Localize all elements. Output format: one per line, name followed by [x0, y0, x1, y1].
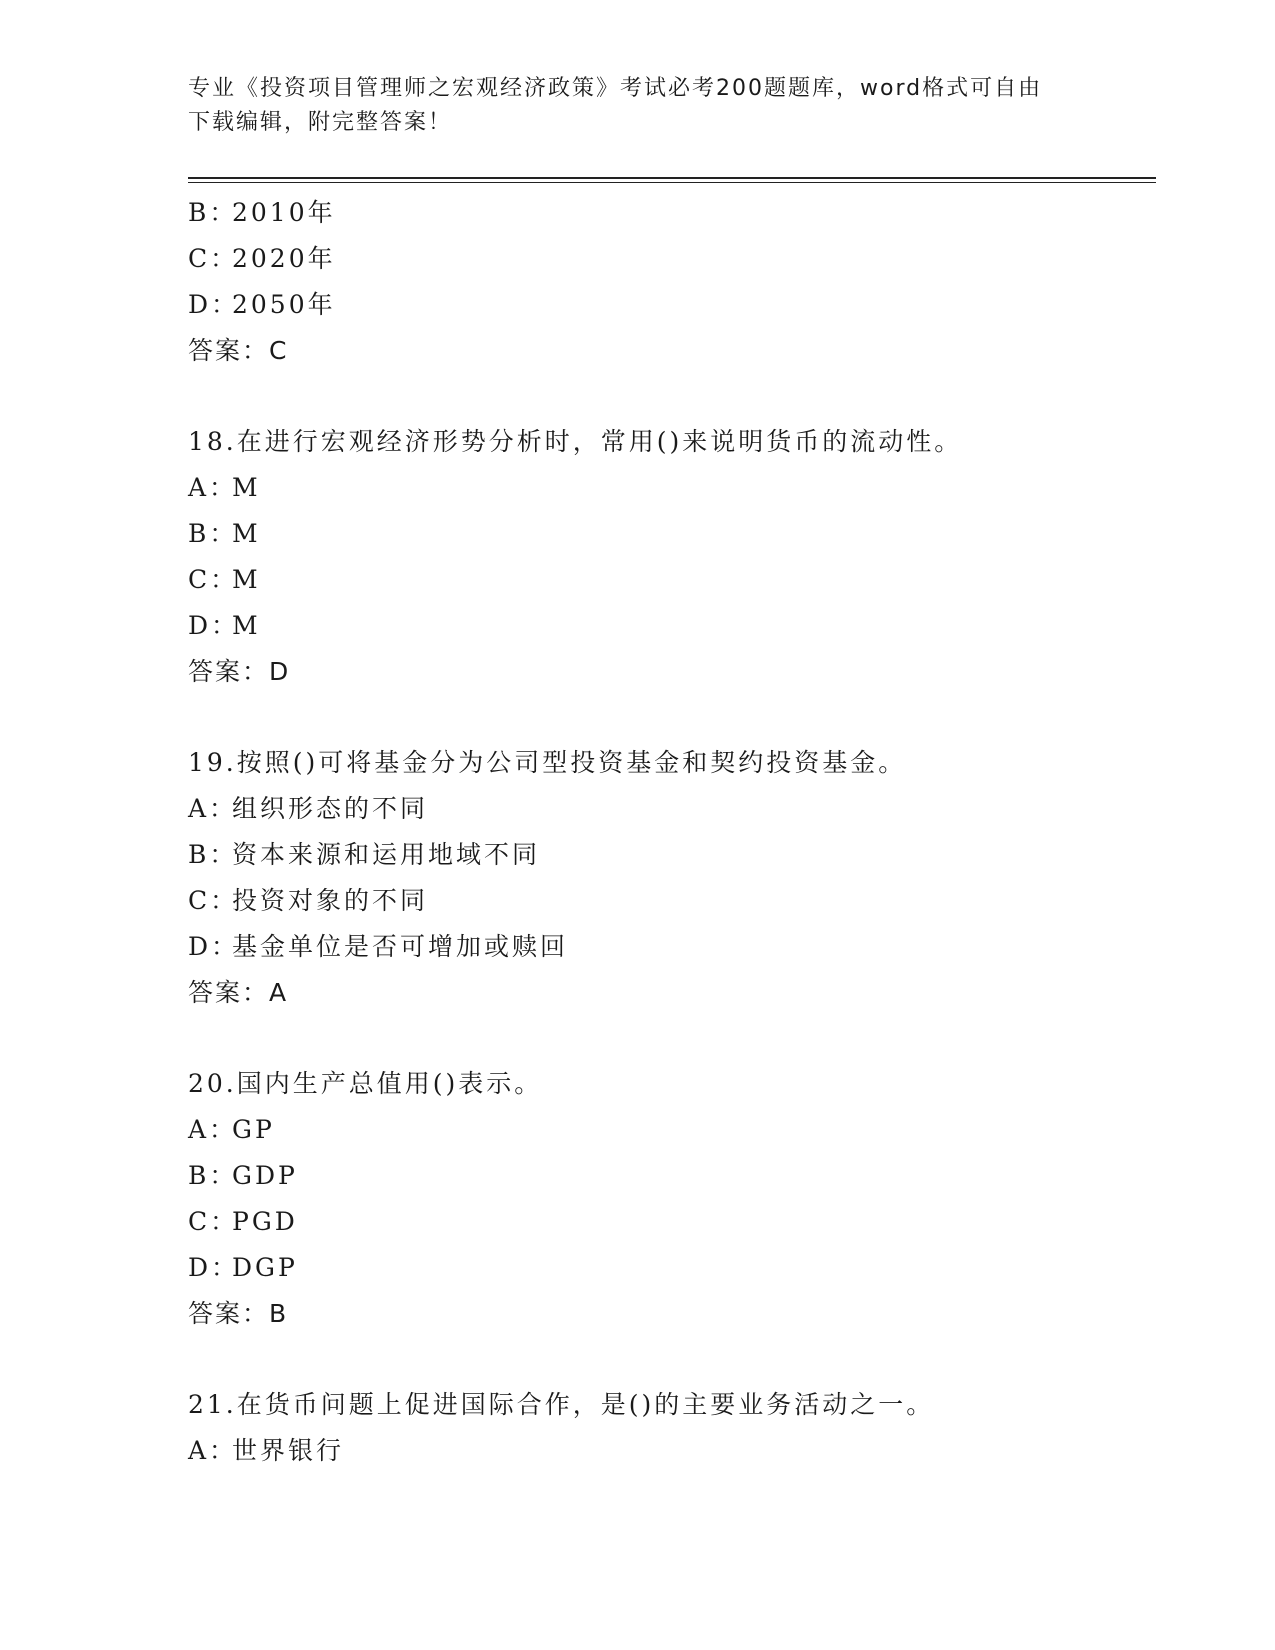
option-text: PGD [232, 1207, 298, 1236]
answer-line: 答案：D [188, 657, 291, 686]
option-row [188, 1107, 1156, 1153]
option-text: 组织形态的不同 [232, 794, 429, 823]
option-row [188, 786, 1156, 832]
option-row [188, 603, 1156, 649]
header-rule-thin [188, 182, 1156, 183]
document-header [188, 72, 1078, 140]
option-text: 世界银行 [232, 1436, 345, 1465]
option-text: DGP [232, 1253, 298, 1282]
option-text: GDP [232, 1161, 298, 1190]
header-line-1: 专业《投资项目管理师之宏观经济政策》考试必考200题题库，word格式可自由 [188, 76, 1043, 101]
option-key: C： [188, 1207, 239, 1236]
option-text: 2020年 [232, 244, 336, 273]
option-key: A： [188, 1436, 238, 1465]
option-text: 基金单位是否可增加或赎回 [232, 932, 569, 961]
option-row [188, 1428, 1156, 1474]
question-list [188, 190, 1156, 1474]
option-row [188, 465, 1156, 511]
question-stem: 20.国内生产总值用()表示。 [188, 1069, 543, 1098]
option-row [188, 1245, 1156, 1291]
answer-line: 答案：B [188, 1299, 289, 1328]
option-key: C： [188, 244, 239, 273]
answer-line: 答案：C [188, 336, 289, 365]
option-key: D： [188, 932, 240, 961]
option-text: M [232, 611, 261, 640]
question-stem: 21.在货币问题上促进国际合作，是()的主要业务活动之一。 [188, 1390, 935, 1419]
option-row [188, 832, 1156, 878]
option-key: A： [188, 794, 238, 823]
header-line-2: 下载编辑，附完整答案！ [188, 110, 453, 135]
option-text: 2050年 [232, 290, 336, 319]
option-text: M [232, 565, 261, 594]
option-row [188, 236, 1156, 282]
option-text: 资本来源和运用地域不同 [232, 840, 541, 869]
option-row [188, 190, 1156, 236]
option-key: A： [188, 473, 238, 502]
option-key: D： [188, 290, 240, 319]
option-text: 投资对象的不同 [232, 886, 429, 915]
option-key: B： [188, 198, 238, 227]
option-text: GP [232, 1115, 275, 1144]
option-row [188, 1153, 1156, 1199]
option-row [188, 1199, 1156, 1245]
header-rule-thick [188, 177, 1156, 179]
question-stem: 19.按照()可将基金分为公司型投资基金和契约投资基金。 [188, 748, 907, 777]
option-text: M [232, 519, 261, 548]
option-text: 2010年 [232, 198, 336, 227]
answer-line: 答案：A [188, 978, 289, 1007]
option-text: M [232, 473, 261, 502]
option-row [188, 878, 1156, 924]
option-row [188, 282, 1156, 328]
option-row [188, 924, 1156, 970]
option-key: C： [188, 565, 239, 594]
option-key: C： [188, 886, 239, 915]
option-key: D： [188, 611, 240, 640]
option-key: B： [188, 1161, 238, 1190]
question-stem: 18.在进行宏观经济形势分析时，常用()来说明货币的流动性。 [188, 427, 963, 456]
option-key: A： [188, 1115, 238, 1144]
option-row [188, 511, 1156, 557]
option-key: B： [188, 840, 238, 869]
option-key: B： [188, 519, 238, 548]
option-row [188, 557, 1156, 603]
option-key: D： [188, 1253, 240, 1282]
